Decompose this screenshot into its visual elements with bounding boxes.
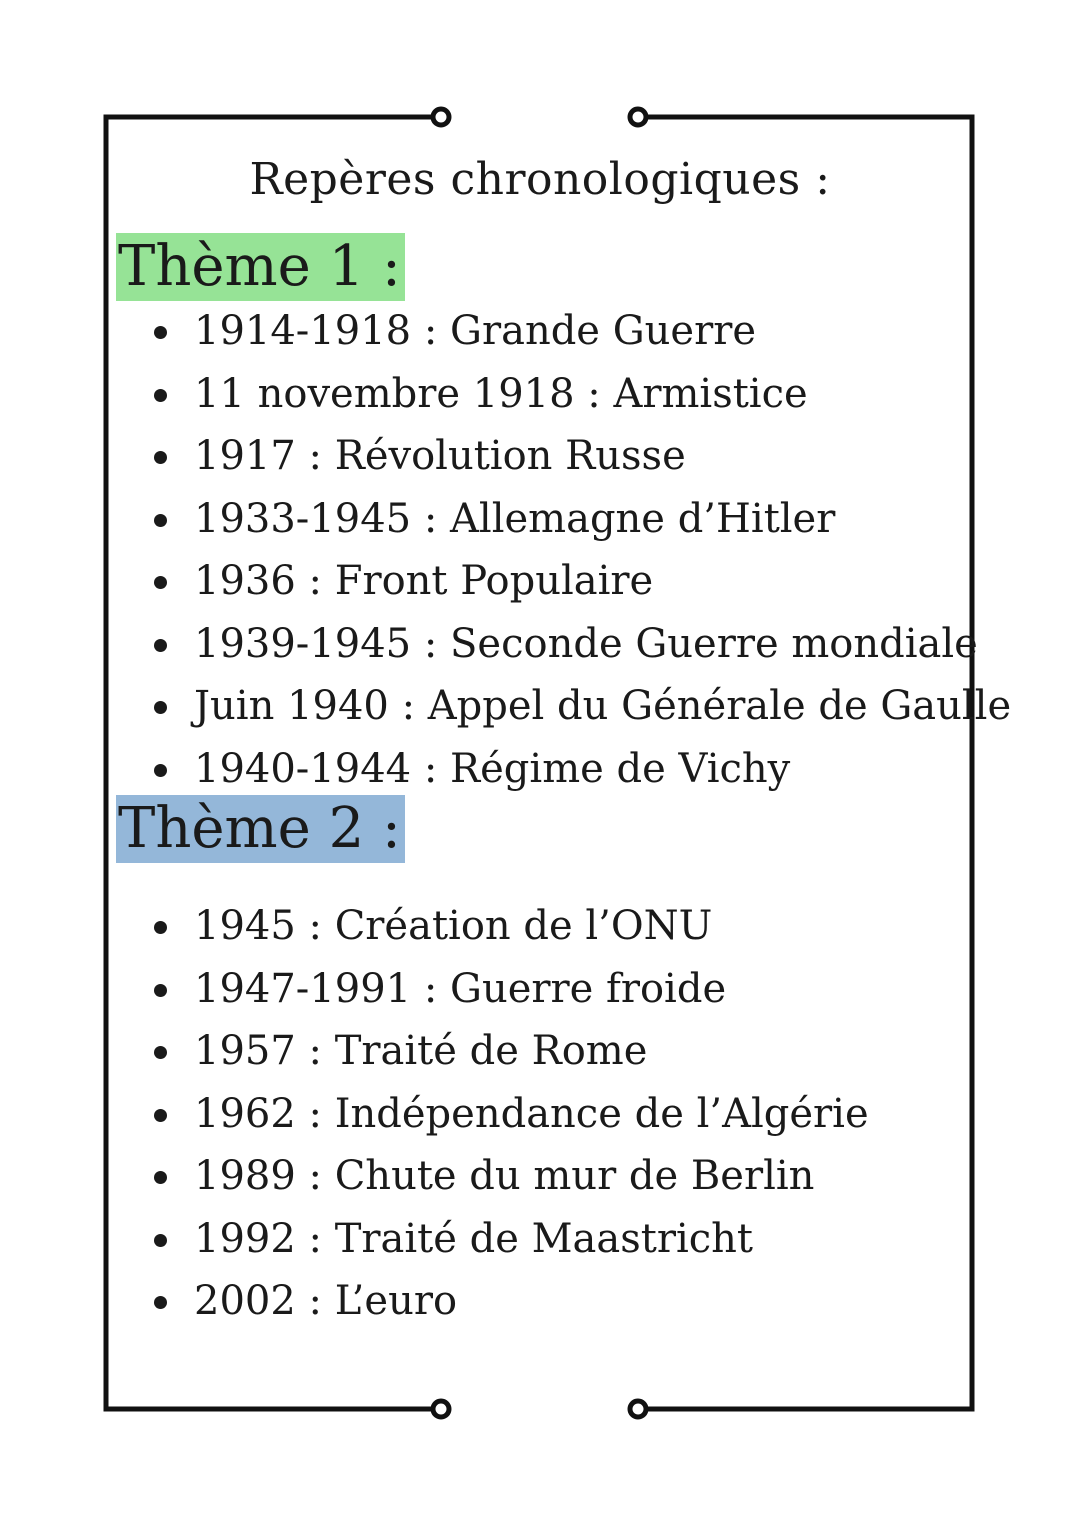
frame-ring-bottom-left bbox=[433, 1401, 449, 1417]
event-item bbox=[150, 738, 1011, 801]
event-item bbox=[150, 613, 1011, 676]
bullet-icon bbox=[154, 389, 167, 402]
bullet-icon bbox=[154, 764, 167, 777]
event-item bbox=[150, 1208, 869, 1271]
bullet-icon bbox=[154, 639, 167, 652]
bullet-icon bbox=[154, 1046, 167, 1059]
event-item bbox=[150, 488, 1011, 551]
page-title: Repères chronologiques : bbox=[249, 154, 831, 205]
event-item bbox=[150, 675, 1011, 738]
theme-1-event-list bbox=[150, 300, 1011, 800]
event-text: 1989 : Chute du mur de Berlin bbox=[194, 1153, 815, 1199]
event-text: 1917 : Révolution Russe bbox=[194, 433, 686, 479]
bullet-icon bbox=[154, 576, 167, 589]
bullet-icon bbox=[154, 514, 167, 527]
event-text: 1940-1944 : Régime de Vichy bbox=[194, 745, 791, 792]
frame-ring-bottom-right bbox=[630, 1401, 646, 1417]
frame-ring-top-right bbox=[630, 109, 646, 125]
event-item bbox=[150, 300, 1011, 363]
bullet-icon bbox=[154, 326, 167, 339]
event-text: 1962 : Indépendance de l’Algérie bbox=[194, 1090, 869, 1137]
event-item bbox=[150, 1270, 869, 1333]
theme-1-heading: Thème 1 : bbox=[116, 233, 405, 301]
event-item bbox=[150, 363, 1011, 426]
bullet-icon bbox=[154, 1109, 167, 1122]
bullet-icon bbox=[154, 701, 167, 714]
event-item bbox=[150, 1083, 869, 1146]
bullet-icon bbox=[154, 921, 167, 934]
theme-2-heading: Thème 2 : bbox=[116, 795, 405, 863]
bullet-icon bbox=[154, 451, 167, 464]
frame-ring-top-left bbox=[433, 109, 449, 125]
event-text: 1947-1991 : Guerre froide bbox=[194, 965, 727, 1012]
theme-2-event-list bbox=[150, 895, 869, 1333]
bullet-icon bbox=[154, 1171, 167, 1184]
bullet-icon bbox=[154, 1296, 167, 1309]
event-item bbox=[150, 550, 1011, 613]
event-text: 1914-1918 : Grande Guerre bbox=[194, 308, 756, 354]
bullet-icon bbox=[154, 984, 167, 997]
event-text: 1957 : Traité de Rome bbox=[194, 1028, 648, 1074]
event-text: 1945 : Création de l’ONU bbox=[194, 903, 713, 949]
event-item bbox=[150, 425, 1011, 488]
event-text: 1939-1945 : Seconde Guerre mondiale bbox=[194, 620, 978, 667]
bullet-icon bbox=[154, 1234, 167, 1247]
event-text: 1933-1945 : Allemagne d’Hitler bbox=[194, 495, 836, 542]
event-text: 1936 : Front Populaire bbox=[194, 558, 654, 604]
event-text: 2002 : L’euro bbox=[194, 1278, 458, 1324]
event-item bbox=[150, 895, 869, 958]
event-text: 1992 : Traité de Maastricht bbox=[194, 1215, 754, 1262]
event-text: 11 novembre 1918 : Armistice bbox=[194, 370, 808, 417]
event-item bbox=[150, 1145, 869, 1208]
event-item bbox=[150, 958, 869, 1021]
event-text: Juin 1940 : Appel du Générale de Gaulle bbox=[194, 683, 1012, 729]
event-item bbox=[150, 1020, 869, 1083]
